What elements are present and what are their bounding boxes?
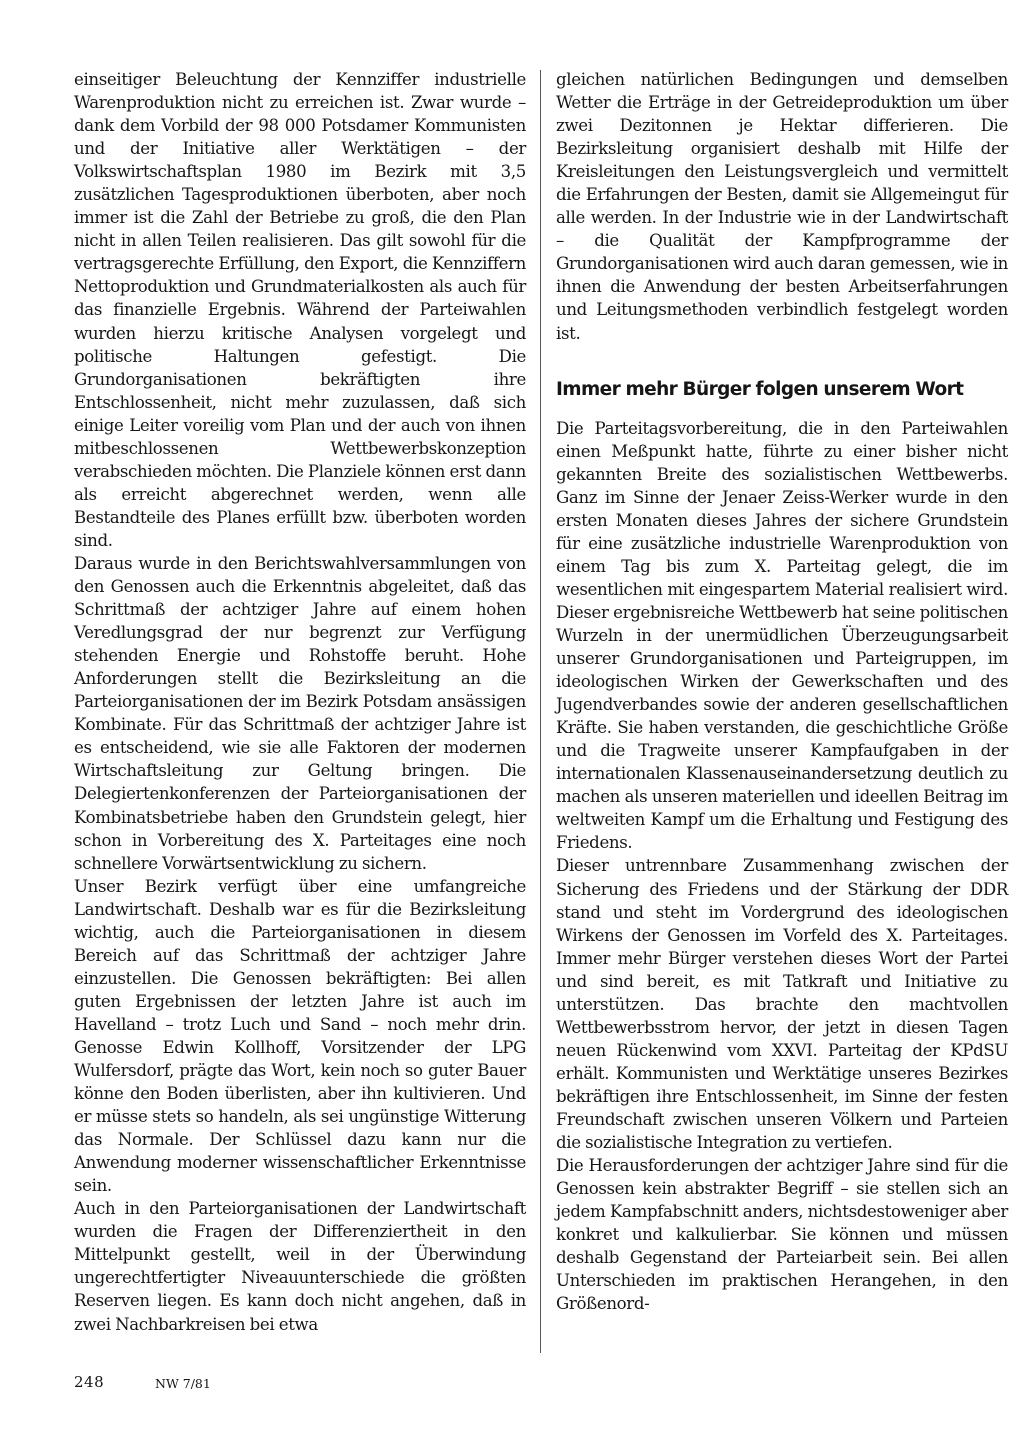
page-number: 248 [74, 1373, 105, 1391]
section-heading: Immer mehr Bürger folgen unserem Wort [556, 378, 964, 400]
paragraph: Daraus wurde in den Berichtswahlversammlungen von den Genossen auch die Erkenntnis abgeleitet, daß das Schrittmaß der achtziger Jahre auf einem hohen Veredlungsgrad der nur begrenzt zur Verfügung stehenden Energie und Rohstoffe beruht. Hohe Anforderungen stellt die Bezirksleitung an die Parteiorganisationen der im Bezirk Potsdam ansässigen Kombinate. Für das Schrittmaß der achtziger Jahre ist es entscheidend, wie sie alle Faktoren der modernen Wirtschaftsleitung zur Geltung bringen. Die Delegiertenkonferenzen der Parteiorganisationen der Kombinatsbetriebe haben den Grundstein gelegt, hier schon in Vorbereitung des X. Parteitages eine noch schnellere Vorwärtsentwicklung zu sichern. [74, 553, 526, 873]
left-column [74, 68, 526, 1336]
column-divider [540, 70, 541, 1353]
paragraph: Auch in den Parteiorganisationen der Landwirtschaft wurden die Fragen der Differenziertheit in den Mittelpunkt gestellt, weil in der Überwindung ungerechtfertigter Niveauunterschiede die größten Reserven liegen. Es kann doch nicht angehen, daß in zwei Nachbarkreisen bei etwa [74, 1199, 526, 1334]
issue-label: NW 7/81 [155, 1376, 211, 1391]
paragraph: Die Parteitagsvorbereitung, die in den Parteiwahlen einen Meßpunkt hatte, führte zu einer bisher nicht gekannten Breite des sozialistischen Wettbewerbs. Ganz im Sinne der Jenaer Zeiss-Werker wurde in den ersten Monaten dieses Jahres der sichere Grundstein für eine zusätzliche industrielle Warenproduktion von einem Tag bis zum X. Parteitag gelegt, die im wesentlichen mit eingespartem Material realisiert wird. Dieser ergebnisreiche Wettbewerb hat seine politischen Wurzeln in der unermüdlichen Überzeugungsarbeit unserer Grundorganisationen und Parteigruppen, im ideologischen Wirken der Gewerkschaften und des Jugendverbandes sowie der anderen gesellschaftlichen Kräfte. Sie haben verstanden, die geschichtliche Größe und die Tragweite unserer Kampfaufgaben in der internationalen Klassenauseinandersetzung deutlich zu machen als unseren materiellen und ideellen Beitrag im weltweiten Kampf um die Erhaltung und Festigung des Friedens. [556, 418, 1008, 853]
paragraph: Unser Bezirk verfügt über eine umfangreiche Landwirtschaft. Deshalb war es für die Bezirksleitung wichtig, auch die Parteiorganisationen in diesem Bereich auf das Schrittmaß der achtziger Jahre einzustellen. Die Genossen bekräftigten: Bei allen guten Ergebnissen der letzten Jahre ist auch im Havelland – trotz Luch und Sand – noch mehr drin. Genosse Edwin Kollhoff, Vorsitzender der LPG Wulfersdorf, prägte das Wort, kein noch so guter Bauer könne den Boden überlisten, aber ihn kultivieren. Und er müsse stets so handeln, als sei ungünstige Witterung das Normale. Der Schlüssel dazu kann nur die Anwendung moderner wissenschaftlicher Erkenntnisse sein. [74, 876, 526, 1196]
paragraph: Die Herausforderungen der achtziger Jahre sind für die Genossen kein abstrakter Begriff – sie stellen sich an jedem Kampfabschnitt anders, nichtsdestoweniger aber konkret und kalkulierbar. Sie können und müssen deshalb Gegenstand der Parteiarbeit sein. Bei allen Unterschieden im praktischen Herangehen, in den Größenord- [556, 1156, 1008, 1314]
paragraph: gleichen natürlichen Bedingungen und demselben Wetter die Erträge in der Getreideproduktion um über zwei Dezitonnen je Hektar differieren. Die Bezirksleitung organisiert deshalb mit Hilfe der Kreisleitungen den Leistungsvergleich und vermittelt die Erfahrungen der Besten, damit sie Allgemeingut für alle werden. In der Industrie wie in der Landwirtschaft – die Qualität der Kampfprogramme der Grundorganisationen wird auch daran gemessen, wie in ihnen die Anwendung der besten Arbeitserfahrungen und Leitungsmethoden verbindlich festgelegt worden ist. [556, 70, 1008, 343]
paragraph: einseitiger Beleuchtung der Kennziffer industrielle Warenproduktion nicht zu erreichen ist. Zwar wurde – dank dem Vorbild der 98 000 Potsdamer Kommunisten und der Initiative aller Werktätigen – der Volkswirtschaftsplan 1980 im Bezirk mit 3,5 zusätzlichen Tagesproduktionen überboten, aber noch immer ist die Zahl der Betriebe zu groß, die den Plan nicht in allen Teilen realisieren. Das gilt sowohl für die vertragsgerechte Erfüllung, den Export, die Kennziffern Nettoproduktion und Grundmaterialkosten als auch für das finanzielle Ergebnis. Während der Parteiwahlen wurden hierzu kritische Analysen vorgelegt und politische Haltungen gefestigt. Die Grundorganisationen bekräftigten ihre Entschlossenheit, nicht mehr zuzulassen, daß sich einige Leiter voreilig vom Plan und der auch von ihnen mitbeschlossenen Wettbewerbskonzeption verabschieden möchten. Die Planziele können erst dann als erreicht abgerechnet werden, wenn alle Bestandteile des Planes erfüllt bzw. überboten worden sind. [74, 70, 526, 550]
right-column [556, 68, 1008, 1315]
paragraph: Dieser untrennbare Zusammenhang zwischen der Sicherung des Friedens und der Stärkung der DDR stand und steht im Vordergrund des ideologischen Wirkens der Genossen im Vorfeld des X. Parteitages. Immer mehr Bürger verstehen dieses Wort der Partei und sind bereit, es mit Tatkraft und Initiative zu unterstützen. Das brachte den machtvollen Wettbewerbsstrom hervor, der jetzt in diesen Tagen neuen Rückenwind vom XXVI. Parteitag der KPdSU erhält. Kommunisten und Werktätige unseres Bezirkes bekräftigen ihre Entschlossenheit, im Sinne der festen Freundschaft zwischen unseren Völkern und Parteien die sozialistische Integration zu vertiefen. [556, 856, 1008, 1153]
